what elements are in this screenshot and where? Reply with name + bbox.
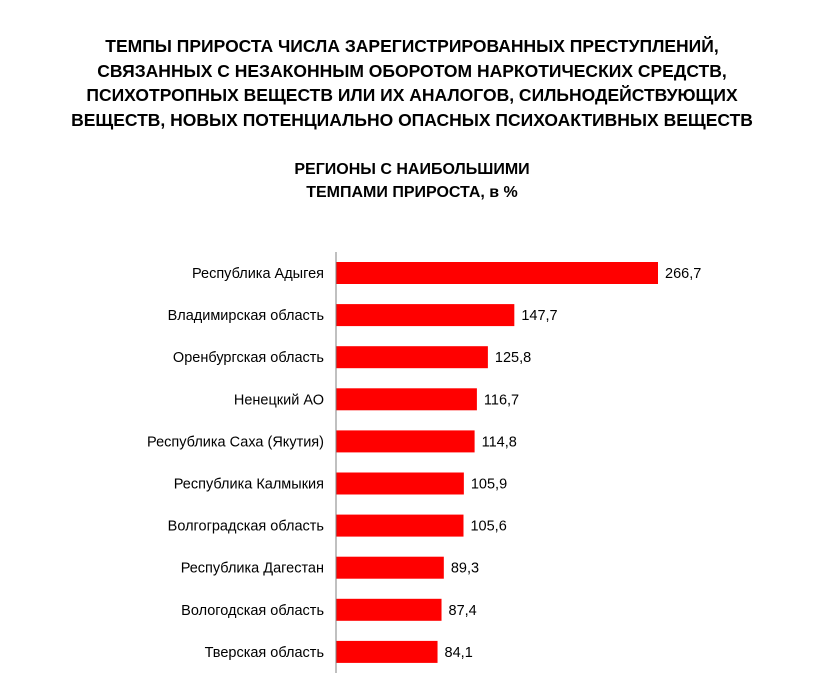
bar: [336, 557, 444, 579]
bar: [336, 388, 477, 410]
chart-title-line: СВЯЗАННЫХ С НЕЗАКОННЫМ ОБОРОТОМ НАРКОТИЧЕСКИХ СРЕДСТВ,: [97, 60, 727, 81]
category-label: Вологодская область: [181, 602, 324, 619]
category-label: Оренбургская область: [172, 350, 324, 367]
bar: [336, 262, 658, 284]
bar: [336, 304, 514, 326]
category-label: Ненецкий АО: [233, 392, 324, 409]
category-label: Владимирская область: [167, 308, 324, 325]
chart-subtitle-line: ТЕМПАМИ ПРИРОСТА, в %: [306, 184, 518, 201]
category-label: Республика Адыгея: [191, 266, 324, 282]
value-label: 116,7: [483, 392, 520, 409]
value-label: 105,9: [470, 476, 508, 493]
category-label: Тверская область: [204, 644, 324, 661]
bar: [336, 599, 442, 621]
value-label: 84,1: [444, 644, 473, 661]
value-label: 89,3: [450, 560, 480, 577]
chart-title-line: ВЕЩЕСТВ, НОВЫХ ПОТЕНЦИАЛЬНО ОПАСНЫХ ПСИХОАКТИВНЫХ ВЕЩЕСТВ: [71, 109, 753, 130]
bar: [336, 641, 438, 663]
bar: [336, 515, 463, 537]
value-label: 87,4: [448, 602, 477, 619]
bar: [336, 473, 464, 495]
category-label: Республика Саха (Якутия): [147, 434, 324, 451]
category-label: Республика Дагестан: [180, 560, 324, 577]
bar: [336, 346, 488, 368]
value-label: 105,6: [470, 518, 507, 535]
chart-subtitle-line: РЕГИОНЫ С НАИБОЛЬШИМИ: [294, 161, 530, 178]
chart-title-line: ТЕМПЫ ПРИРОСТА ЧИСЛА ЗАРЕГИСТРИРОВАННЫХ ПРЕСТУПЛЕНИЙ,: [105, 36, 719, 56]
value-label: 147,7: [521, 308, 558, 325]
chart-title-line: ПСИХОТРОПНЫХ ВЕЩЕСТВ ИЛИ ИХ АНАЛОГОВ, СИЛЬНОДЕЙСТВУЮЩИХ: [86, 85, 738, 105]
bar: [336, 430, 475, 452]
value-label: 266,7: [665, 266, 702, 282]
category-label: Волгоградская область: [167, 518, 324, 535]
value-label: 114,8: [481, 434, 517, 451]
category-label: Республика Калмыкия: [173, 476, 324, 493]
value-label: 125,8: [494, 350, 532, 367]
